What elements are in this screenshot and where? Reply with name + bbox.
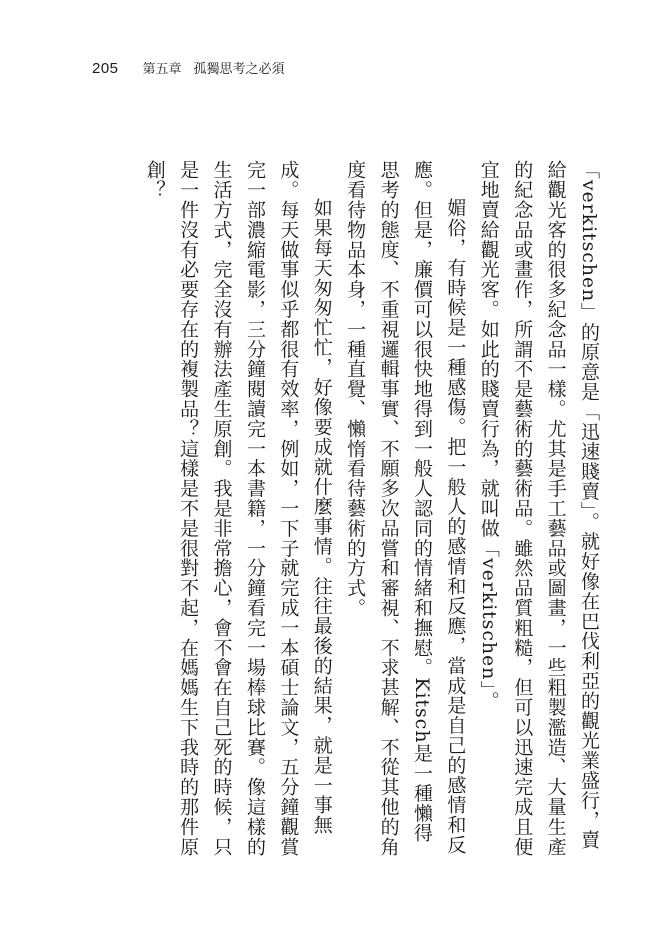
paragraph-verkitschen: 「verkitschen」的原意是「迅速賤賣」。就好像在巴伐利亞的觀光業盛行，賣給觀光客的很多紀念品一樣。尤其是手工藝品或圖畫，一些粗製濫造、大量生產的紀念品或畫作，所謂不是藝術的藝術品。雖然品質粗糙，但可以迅速完成且便宜地賣給觀光客。如此的賤賣行為，就叫做「verkitschen」。 bbox=[477, 160, 600, 857]
running-header bbox=[92, 58, 285, 80]
running-title: 孤獨思考之必須 bbox=[193, 62, 285, 77]
chapter-label: 第五章 bbox=[142, 62, 182, 77]
page-number: 205 bbox=[92, 60, 119, 77]
paragraph-originality: 如果每天匆匆忙忙，好像要成就什麼事情。往往最後的結果，就是一事無成。每天做事似乎都很有效率，例如，一下子就完成一本碩士論文，五分鐘觀賞完一部濃縮電影，三分鐘閱讀完一本書籍，一分鐘看完一場棒球比賽。像這樣的生活方式，完全沒有辦法產生原創。我是非常擔心，會不會在自己死的時候，只是一件沒有必要存在的複製品？這樣是不是很對不起，在媽媽生下我時的那件原創？ bbox=[143, 160, 333, 857]
paragraph-kitsch: 媚俗，有時候是一種感傷。把一般人的感情和反應，當成是自己的感情和反應。但是，廉價可以很快地得到一般人認同的情緒和撫慰。Kitsch是一種懶得思考的態度、不重視邏輯事實、不願多次品嘗和審視、不求甚解、不從其他的角度看待物品本身，一種直覺、懶惰看待藝術的方式。 bbox=[344, 160, 467, 857]
vertical-body-text bbox=[143, 160, 605, 860]
